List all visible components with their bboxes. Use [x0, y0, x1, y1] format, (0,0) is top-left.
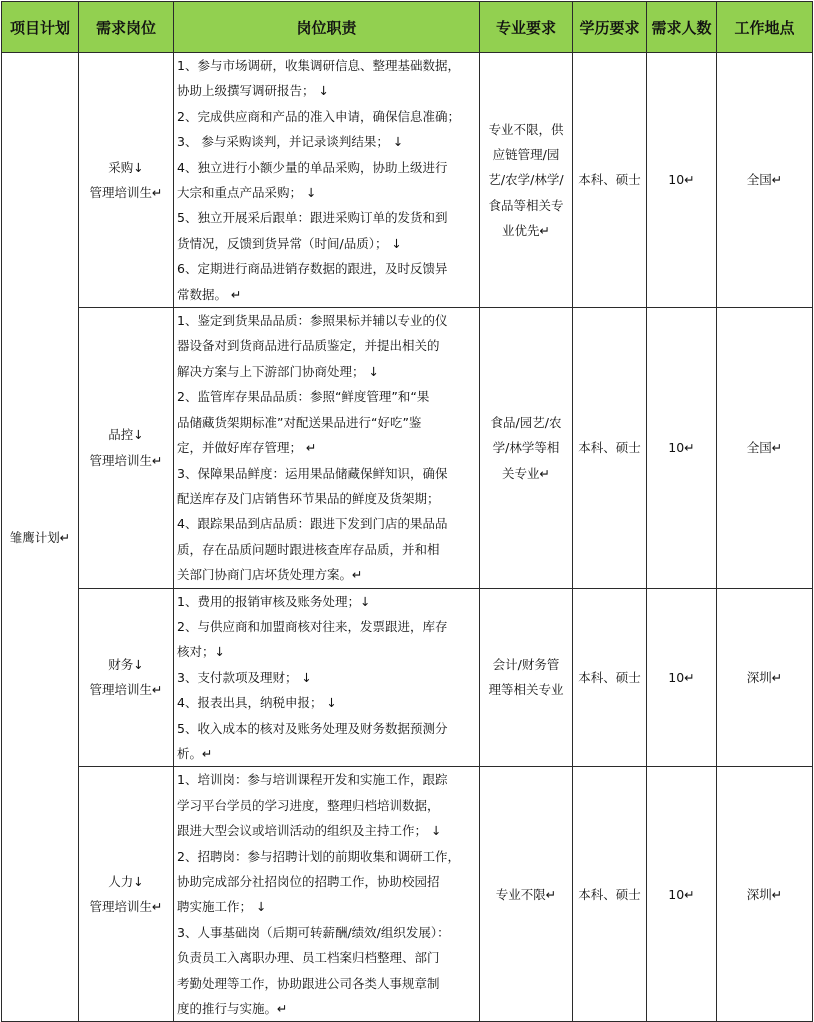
responsibility-line: 质，存在品质问题时跟进核查库存品质，并和相	[177, 541, 440, 557]
education-cell: 本科、硕士	[573, 308, 647, 588]
responsibility-line: 考勤处理等工作，协助跟进公司各类人事规章制	[177, 975, 440, 991]
responsibility-line: 关部门协商门店坏货处理方案。↵	[177, 567, 363, 583]
responsibility-line: 学习平台学员的学习进度，整理归档培训数据，	[177, 797, 440, 813]
responsibility-line: 品储藏货架期标准”对配送果品进行“好吃”鉴	[177, 414, 422, 430]
count-cell: 10↵	[647, 308, 717, 588]
responsibility-line: 6、定期进行商品进销存数据的跟进，及时反馈异	[177, 261, 448, 277]
responsibility-line: 1、鉴定到货果品品质：参照果标并辅以专业的仪	[177, 313, 448, 329]
count-cell: 10↵	[647, 53, 717, 308]
header-position: 需求岗位	[79, 2, 174, 53]
position-type: 管理培训生↵	[89, 682, 163, 698]
position-name: 品控↓	[108, 427, 144, 443]
major-line: 学/林学等相	[492, 440, 560, 456]
project-cell: 雏鹰计划↵	[2, 53, 79, 1022]
responsibility-line: 大宗和重点产品采购； ↓	[177, 185, 317, 201]
responsibility-line: 配送库存及门店销售环节果品的鲜度及货架期；	[177, 490, 440, 506]
header-count: 需求人数	[647, 2, 717, 53]
responsibility-line: 4、报表出具，纳税申报； ↓	[177, 695, 337, 711]
education-cell: 本科、硕士	[573, 588, 647, 767]
location-cell: 深圳↵	[717, 588, 813, 767]
responsibility-line: 核对；↓	[177, 644, 225, 660]
position-cell	[79, 53, 174, 308]
responsibility-line: 5、收入成本的核对及账务处理及财务数据预测分	[177, 720, 448, 736]
major-line: 艺/农学/林学/	[488, 172, 564, 188]
position-name: 采购↓	[108, 159, 144, 175]
location-cell: 全国↵	[717, 53, 813, 308]
responsibility-line: 3、人事基础岗（后期可转薪酬/绩效/组织发展）：	[177, 924, 450, 940]
responsibility-line: 5、独立开展采后跟单：跟进采购订单的发货和到	[177, 210, 448, 226]
recruitment-table	[1, 1, 813, 1022]
position-type: 管理培训生↵	[89, 185, 163, 201]
position-name: 人力↓	[108, 874, 144, 889]
responsibility-line: 聘实施工作； ↓	[177, 899, 267, 915]
responsibility-line: 度的推行与实施。↵	[177, 1001, 288, 1017]
responsibilities-cell	[174, 308, 480, 588]
header-education: 学历要求	[573, 2, 647, 53]
responsibility-line: 3、保障果品鲜度：运用果品储藏保鲜知识，确保	[177, 465, 448, 481]
responsibility-line: 析。↵	[177, 745, 213, 761]
location-cell: 深圳↵	[717, 767, 813, 1022]
major-line: 应链管理/园	[492, 146, 560, 162]
major-line: 理等相关专业	[488, 682, 564, 698]
responsibility-line: 3、支付款项及理财； ↓	[177, 669, 312, 685]
responsibility-line: 1、参与市场调研，收集调研信息、整理基础数据，	[177, 58, 460, 73]
responsibility-line: 2、监管库存果品品质：参照“鲜度管理”和“果	[177, 389, 430, 405]
header-project: 项目计划	[2, 2, 79, 53]
major-line: 会计/财务管	[492, 657, 560, 673]
responsibility-line: 协助上级撰写调研报告； ↓	[177, 83, 329, 99]
responsibility-line: 器设备对到货商品进行品质鉴定，并提出相关的	[177, 338, 440, 354]
header-location: 工作地点	[717, 2, 813, 53]
major-cell	[480, 53, 573, 308]
position-type: 管理培训生↵	[89, 452, 163, 468]
position-cell	[79, 588, 174, 767]
table-row	[2, 588, 813, 767]
responsibility-line: 4、独立进行小额少量的单品采购，协助上级进行	[177, 159, 448, 175]
position-type: 管理培训生↵	[89, 899, 163, 915]
header-responsibilities: 岗位职责	[174, 2, 480, 53]
responsibility-line: 协助完成部分社招岗位的招聘工作，协助校园招	[177, 874, 440, 889]
responsibility-line: 负责员工入离职办理、员工档案归档整理、部门	[177, 950, 440, 966]
responsibility-line: 跟进大型会议或培训活动的组织及主持工作； ↓	[177, 823, 442, 839]
major-line: 食品/园艺/农	[490, 414, 562, 430]
header-row	[2, 2, 813, 53]
count-cell: 10↵	[647, 767, 717, 1022]
major-line: 专业不限↵	[495, 886, 557, 902]
major-cell	[480, 308, 573, 588]
responsibility-line: 4、跟踪果品到店品质：跟进下发到门店的果品品	[177, 516, 448, 532]
responsibility-line: 2、完成供应商和产品的准入申请，确保信息准确；	[177, 108, 460, 124]
responsibility-line: 货情况，反馈到货异常（时间/品质）； ↓	[177, 235, 402, 251]
responsibilities-cell	[174, 588, 480, 767]
major-line: 关专业↵	[502, 465, 550, 481]
position-name: 财务↓	[108, 657, 144, 673]
responsibility-line: 常数据。 ↵	[177, 286, 242, 302]
header-major: 专业要求	[480, 2, 573, 53]
table-row	[2, 308, 813, 588]
location-cell: 全国↵	[717, 308, 813, 588]
education-cell: 本科、硕士	[573, 53, 647, 308]
responsibilities-cell	[174, 53, 480, 308]
major-line: 食品等相关专	[488, 197, 564, 213]
count-cell: 10↵	[647, 588, 717, 767]
table-row	[2, 767, 813, 1022]
major-line: 专业不限，供	[488, 121, 564, 137]
responsibility-line: 1、费用的报销审核及账务处理；↓	[177, 593, 371, 609]
responsibility-line: 3、 参与采购谈判，并记录谈判结果； ↓	[177, 134, 404, 150]
responsibility-line: 2、招聘岗：参与招聘计划的前期收集和调研工作，	[177, 848, 460, 864]
position-cell	[79, 767, 174, 1022]
major-cell	[480, 767, 573, 1022]
responsibility-line: 2、与供应商和加盟商核对往来，发票跟进，库存	[177, 618, 448, 634]
position-cell	[79, 308, 174, 588]
responsibility-line: 解决方案与上下游部门协商处理； ↓	[177, 363, 379, 379]
major-cell	[480, 588, 573, 767]
responsibility-line: 1、培训岗：参与培训课程开发和实施工作，跟踪	[177, 772, 448, 788]
responsibility-line: 定，并做好库存管理； ↵	[177, 440, 317, 456]
education-cell: 本科、硕士	[573, 767, 647, 1022]
major-line: 业优先↵	[502, 223, 550, 239]
responsibilities-cell	[174, 767, 480, 1022]
table-row	[2, 53, 813, 308]
